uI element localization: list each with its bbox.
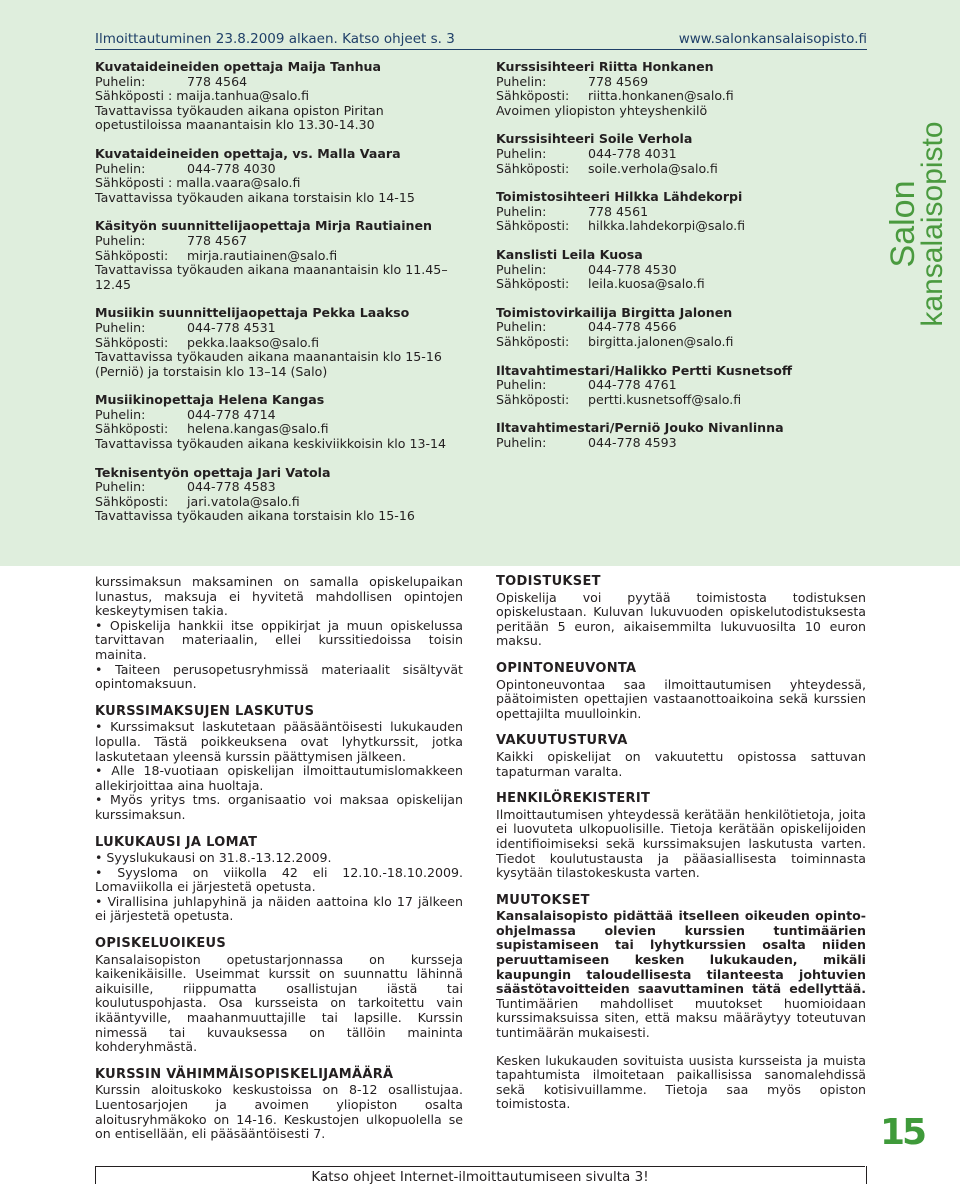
section-heading: MUUTOKSET <box>496 892 590 908</box>
info-section <box>95 705 463 823</box>
header-website[interactable]: www.salonkansalaisopisto.fi <box>678 31 867 47</box>
section-heading: VAKUUTUSTURVA <box>496 733 628 749</box>
contact-note: Tavattavissa työkauden aikana torstaisin klo 15-16 <box>95 508 415 524</box>
section-paragraph: kurssimaksun maksaminen on samalla opiskelupaikan lunastus, maksuja ei hyvitetä mahdollisen opintojen keskeytymisen takia. <box>95 574 463 619</box>
contact-line <box>496 75 826 90</box>
contact-value: 044-778 4031 <box>588 145 677 161</box>
contact-line <box>496 436 826 451</box>
contact-line <box>496 89 826 104</box>
contact-title: Kuvataideineiden opettaja Maija Tanhua <box>95 59 382 74</box>
contact-title: Kuvataideineiden opettaja, vs. Malla Vaara <box>95 145 401 161</box>
contact-value: birgitta.jalonen@salo.fi <box>588 333 734 349</box>
info-section <box>496 894 866 1112</box>
contact-title: Iltavahtimestari/Halikko Pertti Kusnetsoff <box>496 362 793 378</box>
contact-label: Puhelin: <box>496 434 547 450</box>
contact-title: Kurssisihteeri Riitta Honkanen <box>496 59 714 74</box>
contact-label: Puhelin: <box>95 406 146 422</box>
contact-value: 778 4564 <box>187 73 248 89</box>
contact-line <box>95 495 470 510</box>
contact-value: hilkka.lahdekorpi@salo.fi <box>588 218 746 234</box>
contact-value: 044-778 4593 <box>588 434 677 450</box>
section-paragraph: • Syysloma on viikolla 42 eli 12.10.-18.10.2009. Lomaviikolla ei järjestetä opetusta. <box>95 864 463 895</box>
contact-label: Puhelin: <box>95 319 146 335</box>
contact-label: Sähköposti: <box>496 333 570 349</box>
contact-note: Sähköposti : malla.vaara@salo.fi <box>95 175 301 191</box>
contact-label: Puhelin: <box>496 377 547 393</box>
contact-value: leila.kuosa@salo.fi <box>588 276 705 292</box>
section-paragraph: • Kurssimaksut laskutetaan pääsääntöisesti lukukauden lopulla. Tästä poikkeuksena ovat lyhytkurssit, jotka laskutetaan yleensä kurssin päättymisen jälkeen. <box>95 719 463 764</box>
contact-value: pekka.laakso@salo.fi <box>187 334 320 350</box>
contact-entry <box>496 364 826 408</box>
contact-note: Tavattavissa työkauden aikana torstaisin klo 14-15 <box>95 189 415 205</box>
contact-entry <box>496 248 826 292</box>
contact-title: Toimistovirkailija Birgitta Jalonen <box>496 304 733 320</box>
section-heading: KURSSIN VÄHIMMÄISOPISKELIJAMÄÄRÄ <box>95 1066 394 1082</box>
contact-entry <box>496 132 826 176</box>
contact-value: pertti.kusnetsoff@salo.fi <box>588 391 742 407</box>
contact-label: Sähköposti: <box>95 334 169 350</box>
section-heading: KURSSIMAKSUJEN LASKUTUS <box>95 703 315 719</box>
contact-value: 044-778 4761 <box>588 377 677 393</box>
contact-label: Sähköposti: <box>496 218 570 234</box>
brand-logo <box>876 74 946 374</box>
info-section <box>95 1068 463 1142</box>
contact-label: Puhelin: <box>95 160 146 176</box>
contact-entry <box>95 60 470 133</box>
contact-label: Sähköposti: <box>95 421 169 437</box>
section-paragraph: Kansalaisopiston opetustarjonnassa on kursseja kaikenikäisille. Useimmat kurssit on suunnattu lähinnä aikuisille, riippumatta osallistujan iästä tai koulutuspohjasta. Osa kursseista on tarkoitettu vain ikääntyville, maahanmuuttajille tai lapsille. Kurssin nimessä tai kuvauksessa on tällöin maininta kohderyhmästä. <box>95 951 463 1055</box>
info-left-column <box>95 575 463 1155</box>
contact-line <box>95 408 470 423</box>
contact-value: 044-778 4714 <box>187 406 276 422</box>
contact-note: Sähköposti : maija.tanhua@salo.fi <box>95 88 310 104</box>
contact-entry <box>95 147 470 205</box>
section-paragraph: Kaikki opiskelijat on vakuutettu opistossa sattuvan tapaturman varalta. <box>496 748 866 779</box>
contact-title: Kurssisihteeri Soile Verhola <box>496 131 693 147</box>
brand-line-2: kansalaisopisto <box>916 121 946 327</box>
contact-note: Tavattavissa työkauden aikana opiston Piritan opetustiloissa maanantaisin klo 13.30-14.30 <box>95 102 384 133</box>
contact-entry <box>95 306 470 379</box>
contact-title: Käsityön suunnittelijaopettaja Mirja Rautiainen <box>95 218 432 234</box>
contact-label: Sähköposti: <box>95 493 169 509</box>
section-heading: TODISTUKSET <box>496 574 601 589</box>
contact-entry <box>95 219 470 292</box>
contact-line <box>496 162 826 177</box>
contact-label: Sähköposti: <box>95 247 169 263</box>
info-section <box>496 792 866 881</box>
section-paragraph: • Alle 18-vuotiaan opiskelijan ilmoittautumislomakkeen allekirjoittaa aina huoltaja. <box>95 763 463 793</box>
contact-title: Teknisentyön opettaja Jari Vatola <box>95 464 331 480</box>
contact-value: 044-778 4530 <box>588 261 677 277</box>
contact-value: 778 4567 <box>187 232 248 248</box>
contact-line <box>496 205 826 220</box>
contact-label: Puhelin: <box>496 261 547 277</box>
contact-note: Avoimen yliopiston yhteyshenkilö <box>496 102 708 118</box>
brand-logo-svg <box>876 74 946 374</box>
section-paragraph <box>496 909 866 1040</box>
contact-label: Puhelin: <box>95 73 146 89</box>
contact-value: riitta.honkanen@salo.fi <box>588 88 734 104</box>
contact-value: soile.verhola@salo.fi <box>588 160 718 176</box>
contact-label: Puhelin: <box>496 145 547 161</box>
contact-label: Puhelin: <box>496 203 547 219</box>
contact-value: jari.vatola@salo.fi <box>187 493 300 509</box>
contact-note: Tavattavissa työkauden aikana maanantaisin klo 11.45–12.45 <box>95 262 448 292</box>
contact-title: Toimistosihteeri Hilkka Lähdekorpi <box>496 189 743 205</box>
info-section <box>496 662 866 721</box>
contact-line <box>496 219 826 234</box>
section-paragraph: • Myös yritys tms. organisaatio voi maksaa opiskelijan kurssimaksun. <box>95 792 463 822</box>
contact-value: 044-778 4583 <box>187 479 276 495</box>
contacts-right-column <box>496 60 826 464</box>
brand-line-1: Salon <box>884 180 922 268</box>
info-section <box>496 575 866 649</box>
header-left: Ilmoittautuminen 23.8.2009 alkaen. Katso ohjeet s. 3 <box>95 31 455 47</box>
contact-label: Sähköposti: <box>496 88 570 104</box>
contact-value: 044-778 4531 <box>187 319 276 335</box>
info-section <box>95 937 463 1055</box>
section-spacer <box>496 1041 866 1054</box>
contact-entry <box>496 190 826 234</box>
section-text: Tuntimäärien mahdolliset muutokset huomioidaan kurssimaksuissa siten, että maksu määräytyy toteutuvan tuntimäärän mukaisesti. <box>496 995 866 1041</box>
contact-title: Iltavahtimestari/Perniö Jouko Nivanlinna <box>496 420 784 436</box>
section-heading: OPISKELUOIKEUS <box>95 936 227 952</box>
contact-line <box>496 277 826 292</box>
section-paragraph: • Syyslukukausi on 31.8.-13.12.2009. <box>95 850 332 866</box>
contact-value: 044-778 4030 <box>187 160 276 176</box>
section-paragraph: Kesken lukukauden sovituista uusista kursseista ja muista tapahtumista ilmoitetaan paikallisissa sanomalehdissä sekä kotisivuillamme. Tietoja saa myös opiston toimistosta. <box>496 1052 866 1112</box>
contact-entry <box>95 466 470 524</box>
contact-line <box>95 234 470 249</box>
contact-entry <box>496 306 826 350</box>
contact-label: Puhelin: <box>95 232 146 248</box>
contact-line <box>496 335 826 350</box>
contact-label: Puhelin: <box>496 319 547 335</box>
section-paragraph: Ilmoittautumisen yhteydessä kerätään henkilötietoja, joita ei luovuteta ulkopuolisille. Tietoja kerätään opiskelijoiden identifioimiseksi sekä kurssimaksujen laskutusta varten. Tiedot koulutustausta ja pääasiallisesta toiminnasta kysytään tilastokeskusta varten. <box>496 806 866 881</box>
section-heading: OPINTONEUVONTA <box>496 660 637 676</box>
info-section <box>95 836 463 925</box>
contact-note: Tavattavissa työkauden aikana keskiviikkoisin klo 13-14 <box>95 436 447 452</box>
contact-label: Sähköposti: <box>496 276 570 292</box>
contact-value: 778 4561 <box>588 203 649 219</box>
page-number: 15 <box>880 1112 925 1153</box>
contact-label: Puhelin: <box>95 479 146 495</box>
contact-line <box>496 147 826 162</box>
contact-label: Puhelin: <box>496 73 547 89</box>
section-paragraph: Opintoneuvontaa saa ilmoittautumisen yhteydessä, päätoimisten opettajien vastaanottoaikoina sekä kurssien opettajilta muulloinkin. <box>496 676 866 721</box>
contact-line <box>95 162 470 177</box>
info-right-column <box>496 575 866 1125</box>
contact-line <box>95 480 470 495</box>
contact-title: Kanslisti Leila Kuosa <box>496 246 643 262</box>
contact-entry <box>95 393 470 451</box>
contact-value: 044-778 4566 <box>588 319 677 335</box>
contact-line <box>95 336 470 351</box>
contact-value: 778 4569 <box>588 73 649 89</box>
contact-note: Tavattavissa työkauden aikana maanantaisin klo 15-16 (Perniö) ja torstaisin klo 13–14 (Salo) <box>95 349 442 379</box>
section-paragraph: Kurssin aloituskoko keskustoissa on 8-12 osallistujaa. Luentosarjojen ja avoimen yliopiston osalta aloitusryhmäkoko on 14-16. Keskustojen ulkopuolella se on entisellään, eli pääsääntöisesti 7. <box>95 1082 463 1142</box>
contact-label: Sähköposti: <box>496 391 570 407</box>
contact-value: mirja.rautiainen@salo.fi <box>187 247 338 263</box>
contact-entry <box>496 421 826 450</box>
contact-line <box>95 249 470 264</box>
contact-line <box>496 393 826 408</box>
section-paragraph: • Virallisina juhlapyhinä ja näiden aattoina klo 17 jälkeen ei järjestetä opetusta. <box>95 893 463 924</box>
contact-line <box>496 320 826 335</box>
section-paragraph: • Opiskelija hankkii itse oppikirjat ja muun opiskelussa tarvittavan materiaalin, ellei kurssitiedoissa toisin mainita. <box>95 617 463 662</box>
contact-title: Musiikin suunnittelijaopettaja Pekka Laakso <box>95 305 410 321</box>
contact-line <box>95 422 470 437</box>
section-paragraph: Opiskelija voi pyytää toimistosta todistuksen opiskelustaan. Kuluvan lukuvuoden opiskelutodistuksesta peritään 5 euron, aikaisemmilta lukuvuosilta 10 euron maksu. <box>496 589 866 649</box>
contact-title: Musiikinopettaja Helena Kangas <box>95 392 325 408</box>
footer-note: Katso ohjeet Internet-ilmoittautumiseen sivulta 3! <box>311 1169 649 1185</box>
contact-value: helena.kangas@salo.fi <box>187 421 329 437</box>
header-rule <box>95 49 867 50</box>
contact-label: Sähköposti: <box>496 160 570 176</box>
section-bold-text: Kansalaisopisto pidättää itselleen oikeuden opinto-ohjelmassa olevien kurssien tuntimäärien supistamiseen tai lyhytkurssien osalta niiden peruuttamiseen kesken lukukauden, mikäli kaupungin taloudellisesta tilanteesta johtuvien säästötavoitteiden saavuttaminen tätä edellyttää. <box>496 908 866 997</box>
contact-line <box>95 75 470 90</box>
contact-line <box>95 321 470 336</box>
info-section <box>95 575 463 692</box>
info-section <box>496 734 866 779</box>
contact-line <box>496 263 826 278</box>
contact-line <box>496 378 826 393</box>
section-heading: HENKILÖREKISTERIT <box>496 791 651 807</box>
contact-entry <box>496 60 826 118</box>
contacts-left-column <box>95 60 470 538</box>
section-heading: LUKUKAUSI JA LOMAT <box>95 834 258 850</box>
section-paragraph: • Taiteen perusopetusryhmissä materiaalit sisältyvät opintomaksuun. <box>95 661 463 692</box>
